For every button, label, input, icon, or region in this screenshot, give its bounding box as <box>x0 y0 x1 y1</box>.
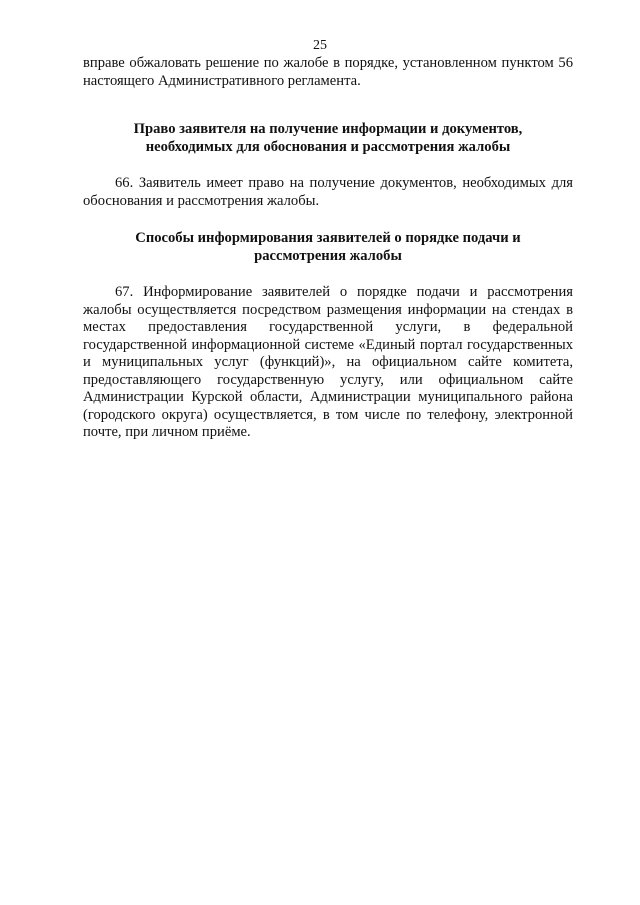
heading-line: рассмотрения жалобы <box>254 248 402 264</box>
section-heading-complaint-info-rights <box>83 120 573 156</box>
intro-paragraph: вправе обжаловать решение по жалобе в порядке, установленном пунктом 56 настоящего Административного регламента. <box>83 55 573 89</box>
document-body <box>83 55 573 442</box>
section-heading-informing-methods <box>83 229 573 265</box>
heading-line: Право заявителя на получение информации и документов, <box>133 121 523 137</box>
paragraph-66: 66. Заявитель имеет право на получение документов, необходимых для обоснования и рассмотрения жалобы. <box>83 175 573 209</box>
heading-line: Способы информирования заявителей о порядке подачи и <box>135 230 521 246</box>
paragraph-67: 67. Информирование заявителей о порядке подачи и рассмотрения жалобы осуществляется посредством размещения информации на стендах в местах предоставления государственной услуги, в федеральной государственной информационной системе «Единый портал государственных и муниципальных услуг (функций)», на официальном сайте комитета, предоставляющего государственную услугу, или официальном сайте Администрации Курской области, Администрации муниципального района (городского округа) осуществляется, в том числе по телефону, электронной почте, при личном приёме. <box>83 284 573 440</box>
heading-line: необходимых для обоснования и рассмотрения жалобы <box>145 139 511 155</box>
page-number: 25 <box>313 38 327 53</box>
